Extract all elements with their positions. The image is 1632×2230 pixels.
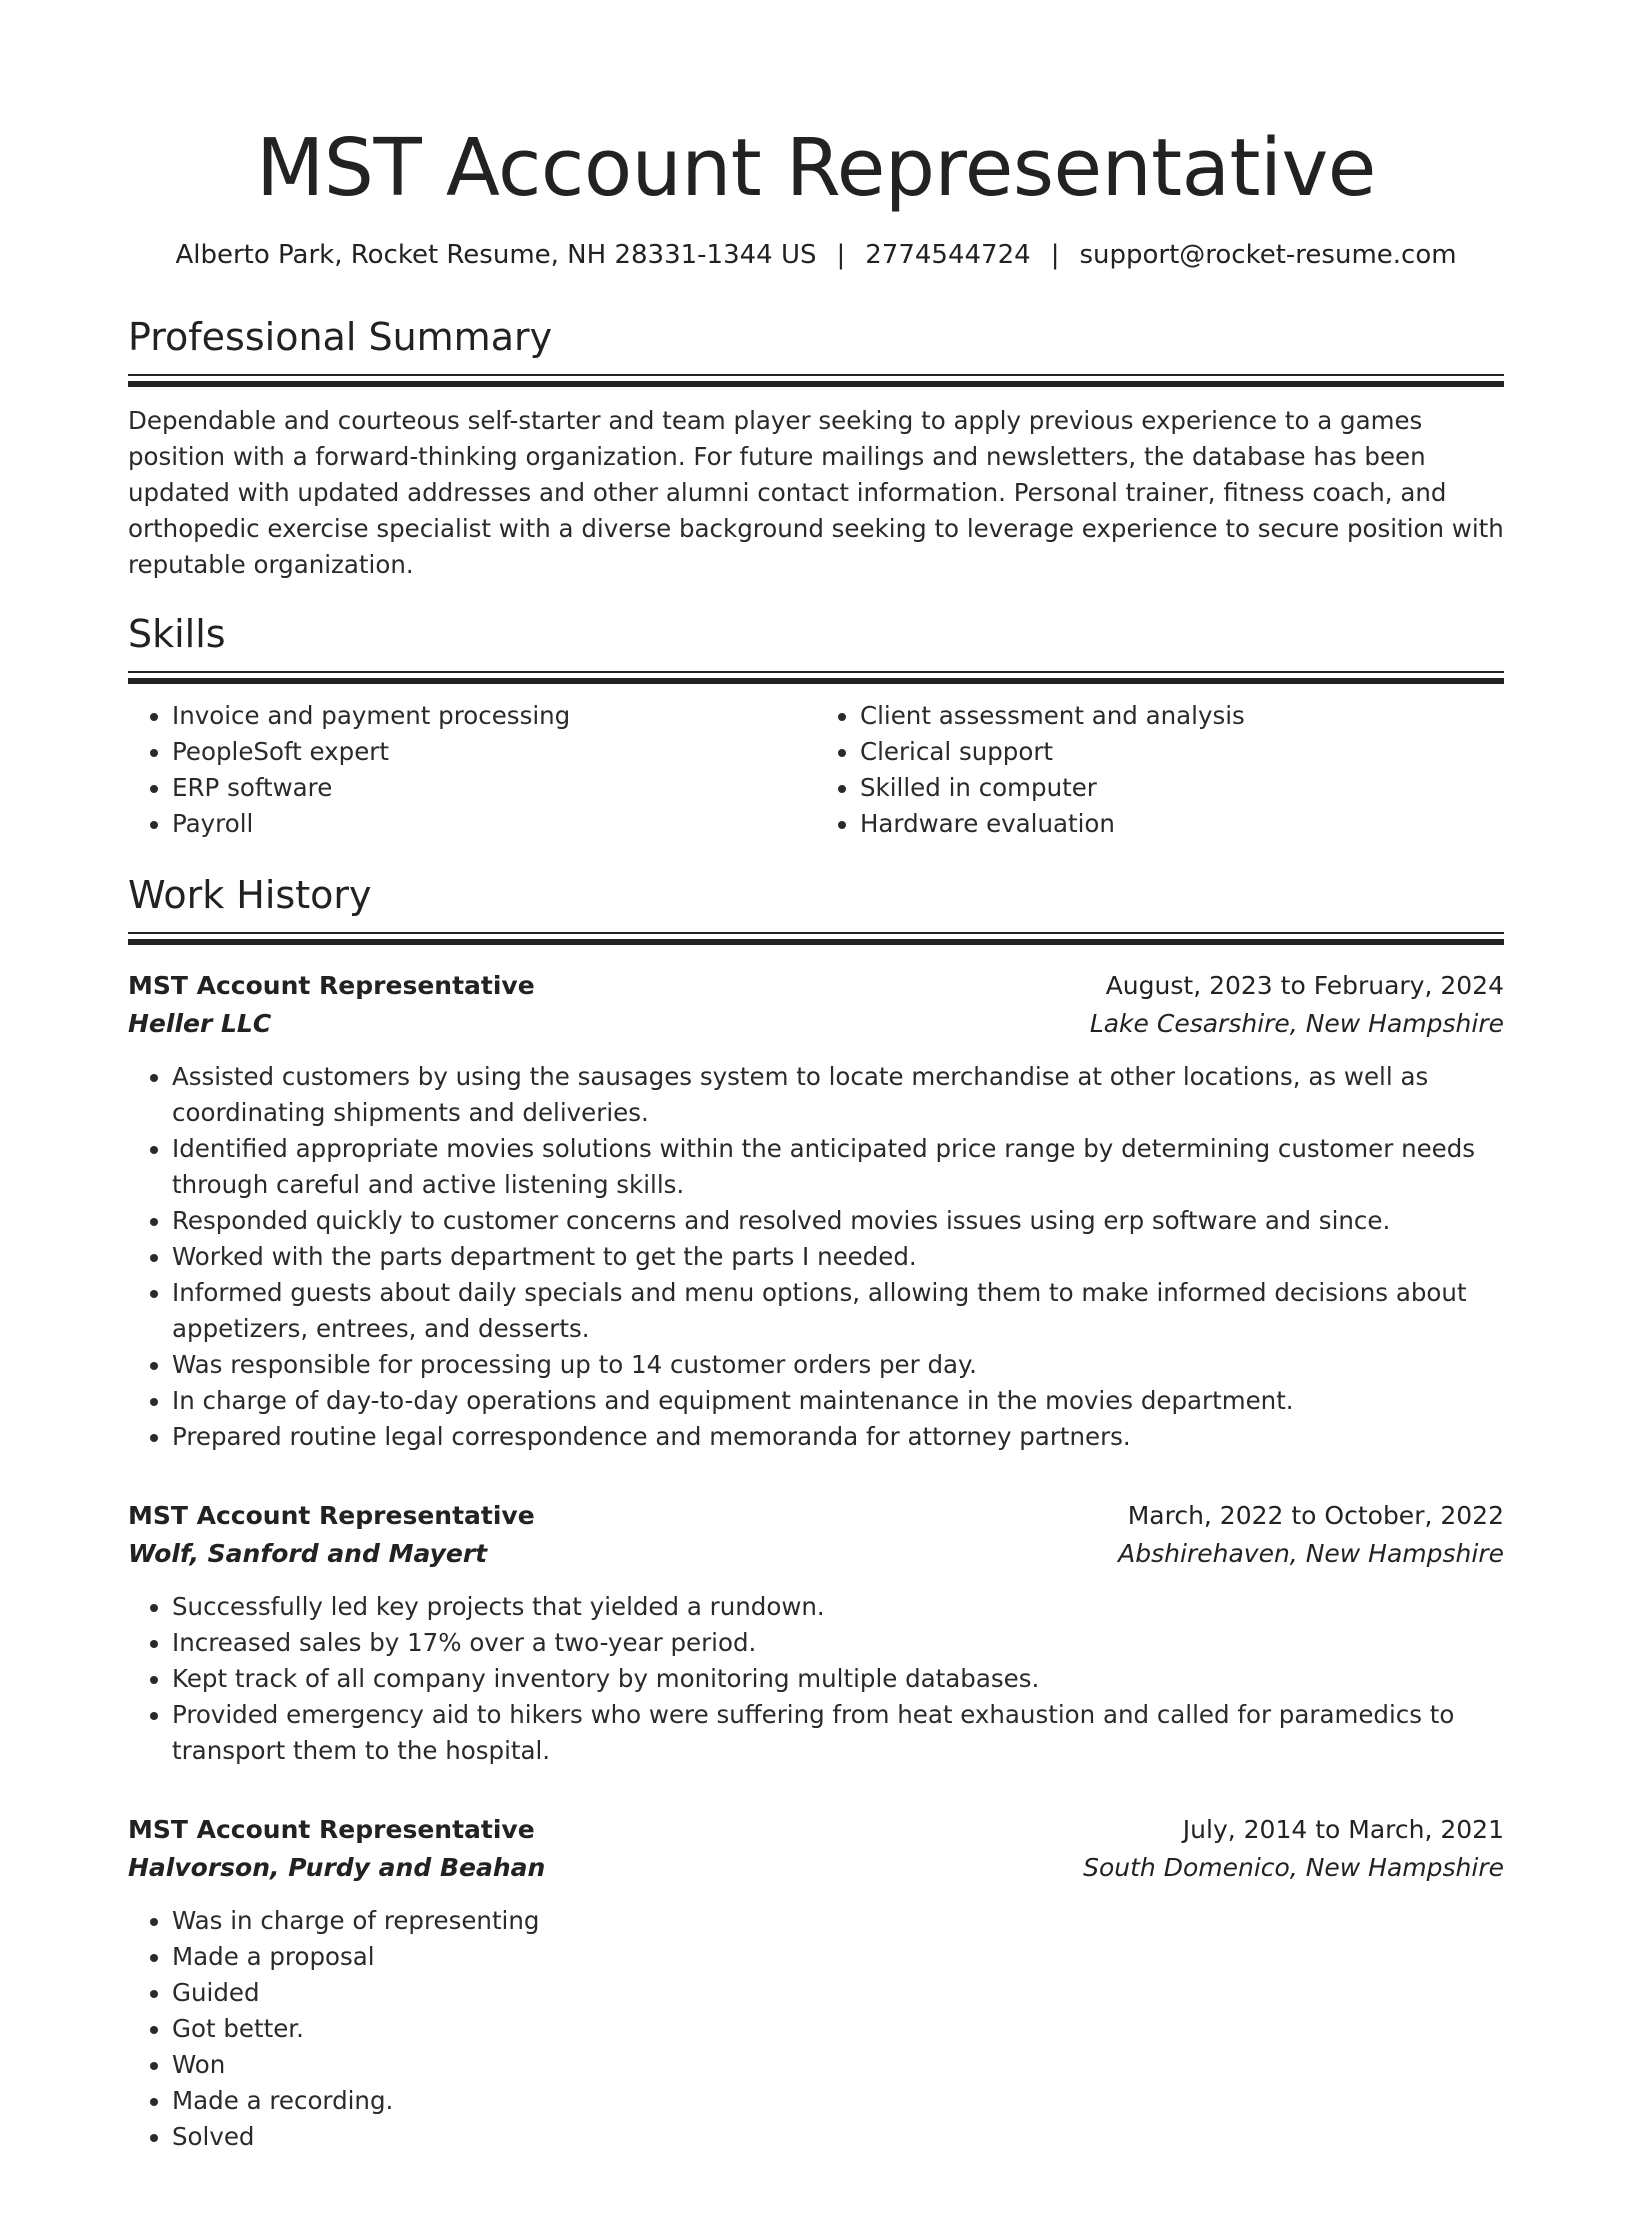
job-entry [128,1497,1504,1769]
job-bullet: • Prepared routine legal correspondence and memoranda for attorney partners. [172,1419,1504,1455]
job-bullet: • Informed guests about daily specials and menu options, allowing them to make informed decisions about appetizers, entrees, and desserts. [172,1275,1504,1347]
resume-page [0,118,1632,2230]
summary-text: Dependable and courteous self-starter and team player seeking to apply previous experience to a games position with a forward-thinking organization. For future mailings and newsletters, the database has been updated with updated addresses and other alumni contact information. Personal trainer, fitness coach, and orthopedic exercise specialist with a diverse background seeking to leverage experience to secure position with reputable organization. [128,406,1504,579]
contact-phone: 2774544724 [865,240,1031,270]
job-company-row [128,1535,1504,1573]
skill-item: • Invoice and payment processing [172,698,816,734]
job-bullet: • Made a recording. [172,2083,1504,2119]
job-company: Wolf, Sanford and Mayert [128,1539,488,1568]
job-bullet: • Solved [172,2119,1504,2155]
section-divider [128,671,1504,684]
resume-name: MST Account Representative [256,122,1376,214]
contact-separator: | [1050,240,1060,270]
skill-item: • PeopleSoft expert [172,734,816,770]
job-entry [128,1811,1504,2155]
job-entry [128,967,1504,1455]
job-bullet: • Worked with the parts department to get the parts I needed. [172,1239,1504,1275]
job-title: MST Account Representative [128,971,535,1000]
job-bullet: • Won [172,2047,1504,2083]
job-bullet: • Was responsible for processing up to 14 customer orders per day. [172,1347,1504,1383]
contact-line [128,238,1504,272]
job-header-row [128,967,1504,1005]
job-bullet-list [128,1589,1504,1769]
skill-item: • ERP software [172,770,816,806]
job-bullet-list [128,1059,1504,1455]
job-bullet: • Successfully led key projects that yielded a rundown. [172,1589,1504,1625]
job-header-row [128,1811,1504,1849]
section-title-summary: Professional Summary [128,315,553,359]
skill-item: • Hardware evaluation [860,806,1504,842]
job-header-row [128,1497,1504,1535]
skill-item: • Clerical support [860,734,1504,770]
job-bullet: • Guided [172,1975,1504,2011]
job-dates: August, 2023 to February, 2024 [1105,971,1504,1000]
skills-section [128,611,1504,842]
job-bullet: • Identified appropriate movies solutions within the anticipated price range by determining customer needs through careful and active listening skills. [172,1131,1504,1203]
job-company: Heller LLC [128,1009,272,1038]
section-title-skills: Skills [128,612,226,656]
section-divider [128,932,1504,945]
job-company: Halvorson, Purdy and Beahan [128,1853,546,1882]
job-company-row [128,1005,1504,1043]
job-bullet: • Made a proposal [172,1939,1504,1975]
job-bullet: • Provided emergency aid to hikers who were suffering from heat exhaustion and called for paramedics to transport them to the hospital. [172,1697,1504,1769]
section-divider [128,374,1504,387]
job-bullet: • Got better. [172,2011,1504,2047]
skill-item: • Client assessment and analysis [860,698,1504,734]
job-bullet: • Was in charge of representing [172,1903,1504,1939]
job-dates: July, 2014 to March, 2021 [1182,1815,1504,1844]
job-bullet: • In charge of day-to-day operations and equipment maintenance in the movies department. [172,1383,1504,1419]
skill-item: • Payroll [172,806,816,842]
job-bullet: • Increased sales by 17% over a two-year period. [172,1625,1504,1661]
skills-column-right [816,698,1504,842]
job-dates: March, 2022 to October, 2022 [1127,1501,1504,1530]
skills-grid [128,698,1504,842]
contact-address: Alberto Park, Rocket Resume, NH 28331-1344 US [175,240,817,270]
contact-separator: | [836,240,846,270]
job-bullet: • Responded quickly to customer concerns and resolved movies issues using erp software and since. [172,1203,1504,1239]
job-company-row [128,1849,1504,1887]
job-title: MST Account Representative [128,1815,535,1844]
job-bullet: • Kept track of all company inventory by monitoring multiple databases. [172,1661,1504,1697]
section-title-work-history: Work History [128,873,372,917]
skills-column-left [128,698,816,842]
job-bullet: • Assisted customers by using the sausages system to locate merchandise at other locations, as well as coordinating shipments and deliveries. [172,1059,1504,1131]
job-title: MST Account Representative [128,1501,535,1530]
job-bullet-list [128,1903,1504,2155]
job-location: South Domenico, New Hampshire [1083,1853,1504,1882]
skill-item: • Skilled in computer [860,770,1504,806]
job-location: Lake Cesarshire, New Hampshire [1089,1009,1504,1038]
contact-email: support@rocket-resume.com [1079,240,1457,270]
job-location: Abshirehaven, New Hampshire [1118,1539,1504,1568]
summary-section [128,314,1504,583]
work-history-section [128,872,1504,2155]
